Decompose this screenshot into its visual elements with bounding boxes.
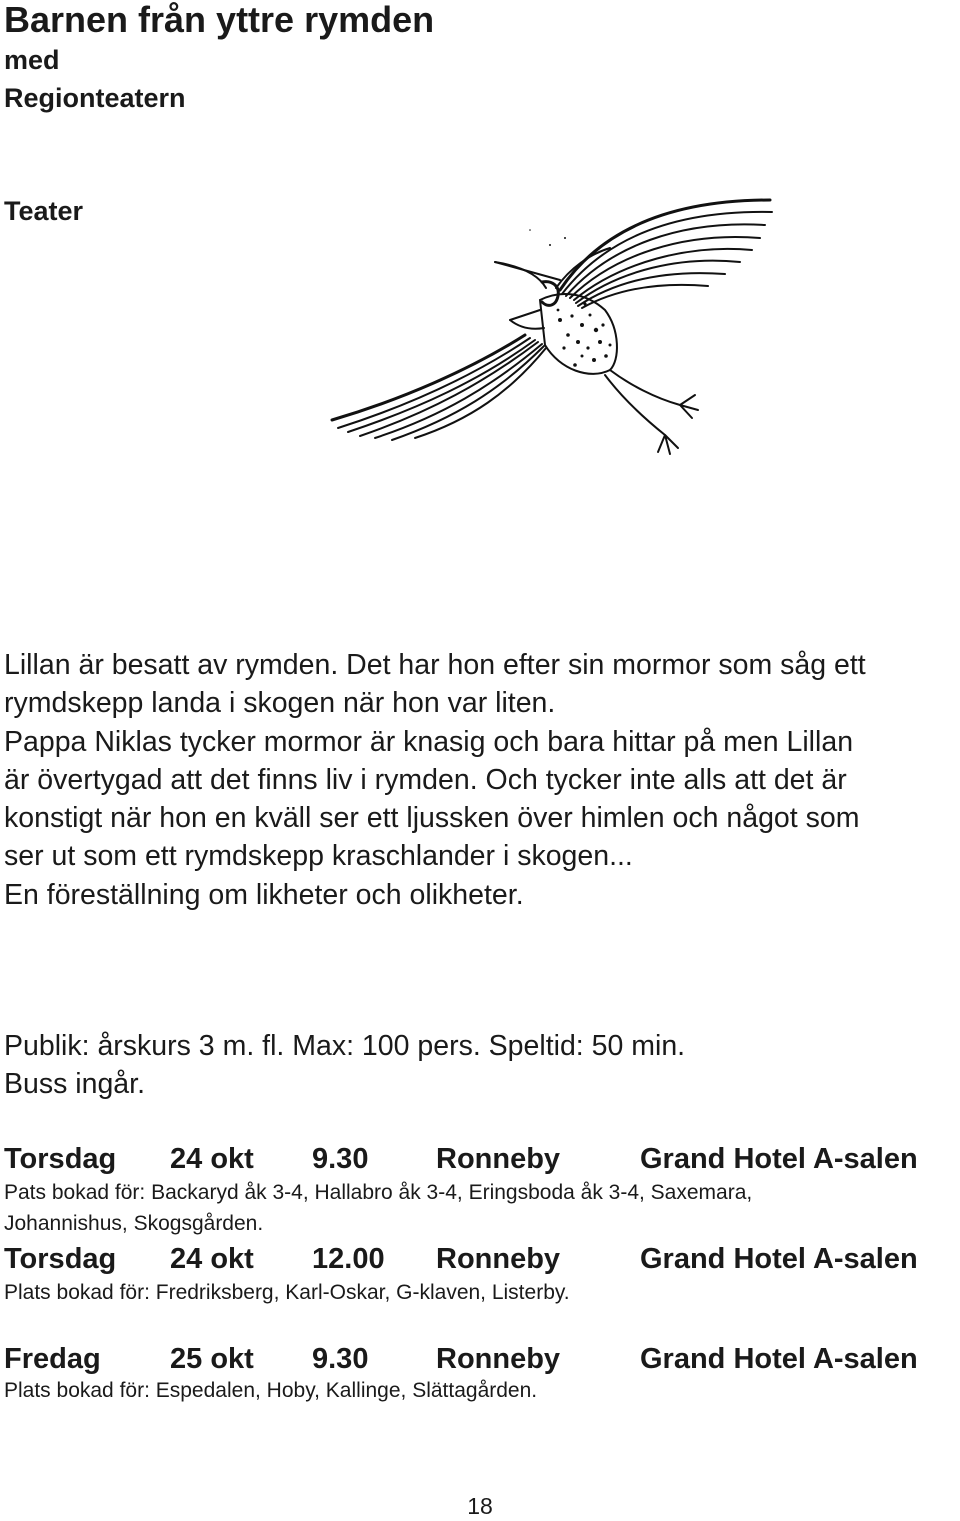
page-title: Barnen från yttre rymden [4, 0, 435, 40]
show-row [4, 1241, 954, 1277]
subtitle-with: med [4, 45, 60, 75]
show-time: 9.30 [312, 1143, 369, 1175]
show-venue: Grand Hotel A-salen [640, 1243, 918, 1275]
show-venue: Grand Hotel A-salen [640, 1343, 918, 1375]
show-date: 25 okt [170, 1343, 254, 1375]
show-info [4, 1027, 685, 1104]
bird-drawing-icon [320, 170, 780, 470]
show-city: Ronneby [436, 1243, 561, 1275]
description [4, 646, 959, 914]
booked-schools [4, 1376, 954, 1407]
booked-line: Plats bokad för: Fredriksberg, Karl-Oskar, G-klaven, Listerby. [4, 1281, 570, 1304]
description-line: ser ut som ett rymdskepp kraschlander i skogen... [4, 840, 633, 873]
show-day: Fredag [4, 1343, 101, 1375]
page-number: 18 [467, 1493, 493, 1519]
description-line: rymdskepp landa i skogen när hon var liten. [4, 687, 556, 720]
show-time: 12.00 [312, 1243, 385, 1275]
genre-label: Teater [4, 196, 84, 226]
description-line: är övertygad att det finns liv i rymden. Och tycker inte alls att det är [4, 763, 847, 796]
show-date: 24 okt [170, 1243, 254, 1275]
show-row [4, 1141, 954, 1177]
show-day: Torsdag [4, 1243, 117, 1275]
description-line: konstigt när hon en kväll ser ett ljussken över himlen och något som [4, 802, 860, 835]
show-day: Torsdag [4, 1143, 117, 1175]
booked-schools [4, 1178, 954, 1239]
description-line: En föreställning om likheter och olikheter. [4, 878, 524, 911]
show-time: 9.30 [312, 1343, 369, 1375]
description-line: Lillan är besatt av rymden. Det har hon efter sin mormor som såg ett [4, 649, 866, 681]
bus-info: Buss ingår. [4, 1068, 145, 1101]
description-line: Pappa Niklas tycker mormor är knasig och bara hittar på men Lillan [4, 725, 854, 758]
subtitle-company: Regionteatern [4, 83, 186, 113]
booked-line: Pats bokad för: Backaryd åk 3-4, Hallabro åk 3-4, Eringsboda åk 3-4, Saxemara, [4, 1181, 753, 1204]
show-city: Ronneby [436, 1143, 561, 1175]
booked-line: Plats bokad för: Espedalen, Hoby, Kallinge, Slättagården. [4, 1379, 538, 1402]
show-row [4, 1341, 954, 1377]
show-venue: Grand Hotel A-salen [640, 1143, 918, 1175]
booked-line: Johannishus, Skogsgården. [4, 1211, 264, 1235]
show-city: Ronneby [436, 1343, 561, 1375]
audience-info: Publik: årskurs 3 m. fl. Max: 100 pers. Speltid: 50 min. [4, 1030, 686, 1062]
booked-schools [4, 1278, 954, 1309]
show-date: 24 okt [170, 1143, 254, 1175]
